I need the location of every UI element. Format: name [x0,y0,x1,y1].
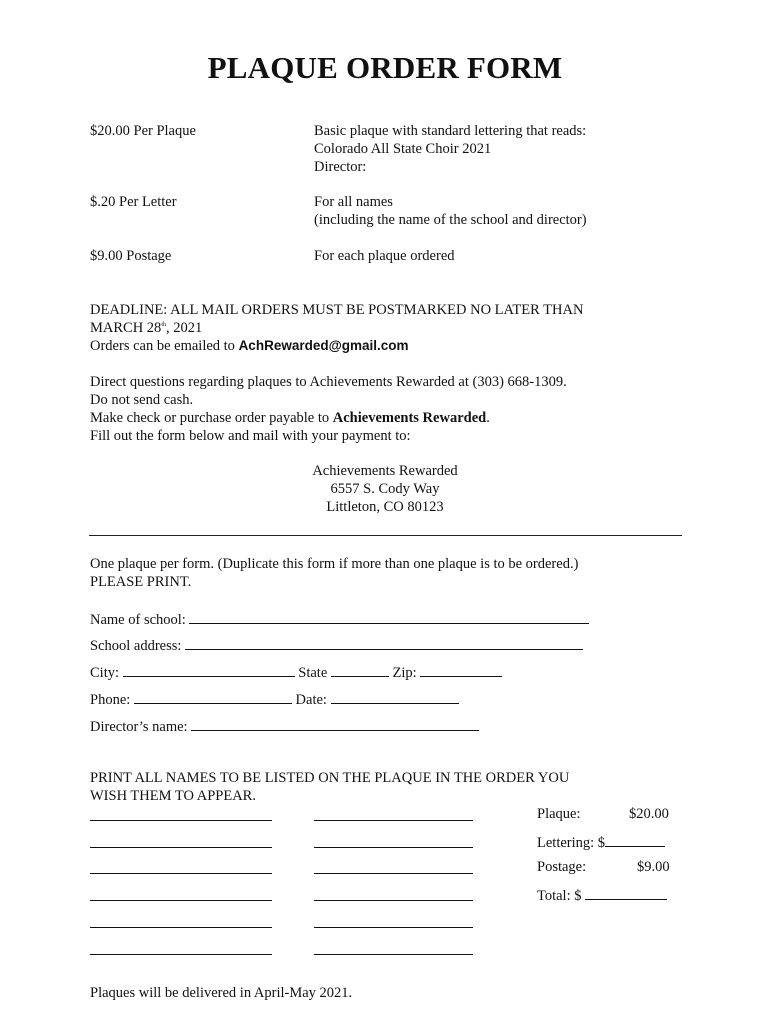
plaque-value: $20.00 [629,806,669,822]
name-line[interactable] [314,847,473,848]
city-label: City: [90,665,120,681]
name-line[interactable] [314,954,473,955]
school-address-label: School address: [90,638,182,654]
form-intro-1: One plaque per form. (Duplicate this form if more than one plaque is to be ordered.) [90,556,579,572]
postage-value: $9.00 [637,859,670,875]
school-address-field[interactable] [185,635,583,650]
name-line[interactable] [314,820,473,821]
school-name-row [90,609,589,629]
school-address-row [90,635,583,655]
name-line[interactable] [90,820,272,821]
no-cash-text: Do not send cash. [90,392,194,408]
price-letter-desc-2: (including the name of the school and director) [314,212,587,228]
address-line-2: 6557 S. Cody Way [330,481,440,497]
total-field[interactable] [585,885,667,900]
price-letter-desc-1: For all names [314,194,393,210]
lettering-row [537,832,665,852]
total-row [537,885,667,905]
questions-text: Direct questions regarding plaques to Achievements Rewarded at (303) 668-1309. [90,374,567,390]
zip-field[interactable] [420,662,502,677]
payable-prefix: Make check or purchase order payable to [90,410,333,426]
date-label: Date: [295,692,327,708]
deadline-suffix: th [161,322,166,329]
price-plaque: $20.00 Per Plaque [90,123,196,139]
state-label: State [298,665,328,681]
price-plaque-desc-1: Basic plaque with standard lettering that reads: [314,123,587,139]
name-line[interactable] [314,927,473,928]
name-line[interactable] [90,873,272,874]
price-plaque-desc-3: Director: [314,159,367,175]
price-postage: $9.00 Postage [90,248,172,264]
email-address[interactable]: AchRewarded@gmail.com [238,338,409,353]
price-postage-desc: For each plaque ordered [314,248,455,264]
email-line [90,337,409,355]
names-heading-2: WISH THEM TO APPEAR. [90,788,256,804]
phone-date-row [90,689,459,709]
payable-name: Achievements Rewarded [332,410,487,426]
deadline-date: MARCH 28 [90,320,162,336]
address-line-1: Achievements Rewarded [312,463,458,479]
lettering-label: Lettering: $ [537,835,606,851]
school-name-field[interactable] [189,609,589,624]
total-label: Total: $ [537,888,582,904]
city-field[interactable] [123,662,295,677]
postage-label: Postage: [537,859,587,875]
zip-label: Zip: [392,665,417,681]
director-row [90,716,479,736]
address-line-3: Littleton, CO 80123 [326,499,444,515]
city-state-zip-row [90,662,502,682]
payable-text [90,409,490,427]
name-line[interactable] [90,900,272,901]
director-label: Director’s name: [90,719,188,735]
school-name-label: Name of school: [90,612,186,628]
name-line[interactable] [90,954,272,955]
mail-text: Fill out the form below and mail with your payment to: [90,428,411,444]
section-divider [89,535,682,536]
state-field[interactable] [331,662,389,677]
deadline-line-1: DEADLINE: ALL MAIL ORDERS MUST BE POSTMARKED NO LATER THAN [90,302,584,318]
price-plaque-desc-2: Colorado All State Choir 2021 [314,141,492,157]
deadline-line-2 [90,319,202,337]
names-heading-1: PRINT ALL NAMES TO BE LISTED ON THE PLAQUE IN THE ORDER YOU [90,770,570,786]
name-line[interactable] [90,927,272,928]
phone-field[interactable] [134,689,292,704]
email-prefix: Orders can be emailed to [90,338,239,354]
footer-note: Plaques will be delivered in April-May 2021. [90,985,353,1001]
price-letter: $.20 Per Letter [90,194,177,210]
lettering-field[interactable] [605,832,665,847]
plaque-label: Plaque: [537,806,581,822]
name-line[interactable] [90,847,272,848]
name-line[interactable] [314,873,473,874]
payable-suffix: . [486,410,490,426]
deadline-year: , 2021 [165,320,203,336]
date-field[interactable] [331,689,459,704]
phone-label: Phone: [90,692,131,708]
page-title: PLAQUE ORDER FORM [207,50,563,85]
name-line[interactable] [314,900,473,901]
director-name-field[interactable] [191,716,479,731]
form-intro-2: PLEASE PRINT. [90,574,192,590]
